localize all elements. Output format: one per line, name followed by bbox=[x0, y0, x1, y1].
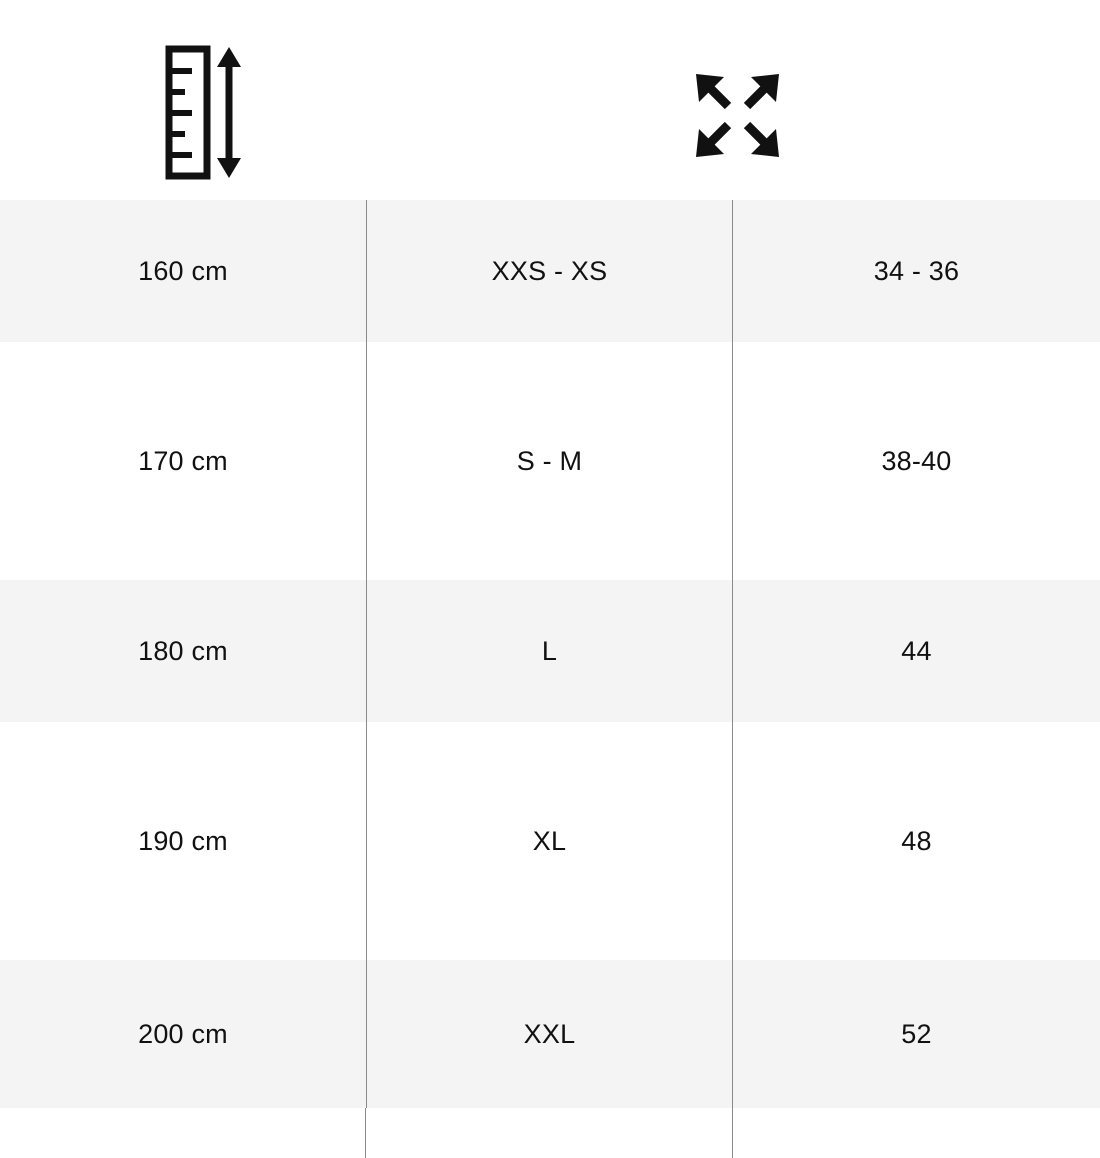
table-row bbox=[0, 722, 1100, 960]
cell-letter-size: XL bbox=[366, 722, 732, 960]
ruler-height-icon bbox=[165, 45, 265, 180]
bottom-segment-middle bbox=[365, 1108, 731, 1158]
cell-height: 190 cm bbox=[138, 825, 228, 856]
cell-letter-size: XXL bbox=[366, 960, 732, 1108]
bottom-segment-left bbox=[0, 1108, 365, 1158]
size-table bbox=[0, 200, 1100, 1158]
cell-numeric-size: 34 - 36 bbox=[732, 200, 1100, 342]
table-row bbox=[0, 580, 1100, 722]
cell-height: 180 cm bbox=[138, 635, 228, 666]
cell-letter-size: XXS - XS bbox=[366, 200, 732, 342]
cell-numeric-size: 48 bbox=[732, 722, 1100, 960]
cell-letter-size: L bbox=[366, 580, 732, 722]
table-row bbox=[0, 342, 1100, 580]
cell-letter-size: S - M bbox=[366, 342, 732, 580]
table-row bbox=[0, 200, 1100, 342]
cell-height: 170 cm bbox=[138, 445, 228, 476]
header-icon-row bbox=[0, 0, 1100, 200]
bottom-segment-right bbox=[732, 1108, 1100, 1158]
expand-arrows-icon bbox=[690, 68, 785, 163]
cell-numeric-size: 44 bbox=[732, 580, 1100, 722]
table-row bbox=[0, 960, 1100, 1108]
cell-numeric-size: 38-40 bbox=[732, 342, 1100, 580]
cell-numeric-size: 52 bbox=[732, 960, 1100, 1108]
cell-height: 160 cm bbox=[138, 255, 228, 286]
cell-height: 200 cm bbox=[138, 1018, 228, 1049]
table-bottom-extension bbox=[0, 1108, 1100, 1158]
